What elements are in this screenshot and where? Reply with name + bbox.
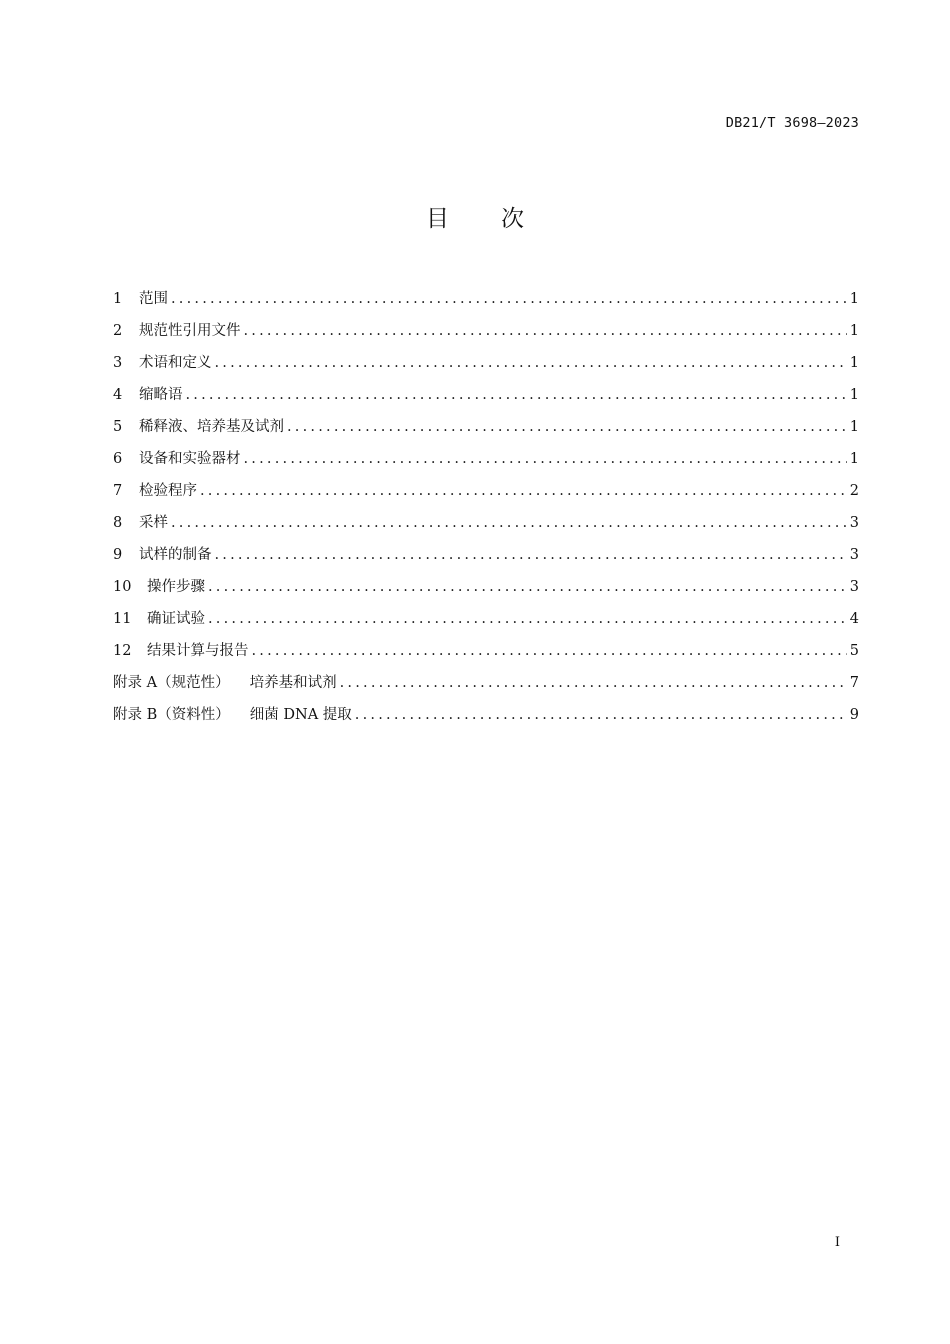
toc-entry-number: 11	[113, 611, 132, 627]
toc-entry-label: 设备和实验器材	[139, 451, 241, 467]
toc-leader-dots	[208, 607, 847, 631]
toc-appendix-a[interactable]	[113, 671, 859, 703]
toc-entry-page: 1	[849, 419, 859, 435]
toc-entry-2[interactable]	[113, 319, 859, 351]
toc-entry-9[interactable]	[113, 543, 859, 575]
toc-entry-label: 检验程序	[139, 483, 197, 499]
toc-entry-number: 7	[113, 483, 123, 499]
toc-entry-7[interactable]	[113, 479, 859, 511]
toc-entry-label: 试样的制备	[139, 547, 212, 563]
toc-entry-11[interactable]	[113, 607, 859, 639]
toc-entry-label: 结果计算与报告	[147, 643, 249, 659]
toc-entry-label: 采样	[139, 515, 168, 531]
toc-entry-8[interactable]	[113, 511, 859, 543]
toc-entry-label: 规范性引用文件	[139, 323, 241, 339]
toc-entry-number: 3	[113, 355, 123, 371]
toc-leader-dots	[186, 383, 847, 407]
toc-title-char-2: 次	[501, 206, 524, 232]
toc-appendix-page: 9	[849, 707, 859, 723]
toc-entry-5[interactable]	[113, 415, 859, 447]
toc-leader-dots	[287, 415, 847, 439]
toc-entry-label: 稀释液、培养基及试剂	[139, 419, 284, 435]
toc-entry-page: 5	[849, 643, 859, 659]
toc-entry-page: 1	[849, 451, 859, 467]
toc-entry-page: 1	[849, 291, 859, 307]
toc-appendix-prefix: 附录 A（规范性）	[113, 675, 230, 691]
toc-leader-dots	[171, 287, 847, 311]
toc-entry-number: 2	[113, 323, 123, 339]
toc-appendix-b[interactable]	[113, 703, 859, 735]
toc-leader-dots	[340, 671, 847, 695]
toc-leader-dots	[355, 703, 847, 727]
toc-entry-label: 缩略语	[139, 387, 183, 403]
toc-leader-dots	[244, 447, 847, 471]
toc-entry-label: 确证试验	[147, 611, 205, 627]
toc-entry-number: 8	[113, 515, 123, 531]
toc-appendix-page: 7	[849, 675, 859, 691]
toc-title	[0, 200, 950, 233]
toc-entry-12[interactable]	[113, 639, 859, 671]
toc-entry-label: 范围	[139, 291, 168, 307]
toc-entry-page: 1	[849, 323, 859, 339]
toc-leader-dots	[244, 319, 847, 343]
toc-entry-1[interactable]	[113, 287, 859, 319]
toc-leader-dots	[215, 543, 847, 567]
toc-entry-10[interactable]	[113, 575, 859, 607]
toc-entry-number: 10	[113, 579, 132, 595]
toc-entry-number: 6	[113, 451, 123, 467]
toc-list	[113, 287, 859, 735]
toc-entry-label: 术语和定义	[139, 355, 212, 371]
toc-appendix-prefix: 附录 B（资料性）	[113, 707, 230, 723]
toc-leader-dots	[208, 575, 847, 599]
toc-entry-4[interactable]	[113, 383, 859, 415]
toc-entry-page: 1	[849, 387, 859, 403]
toc-entry-number: 1	[113, 291, 123, 307]
toc-entry-page: 1	[849, 355, 859, 371]
toc-leader-dots	[200, 479, 847, 503]
toc-entry-page: 3	[849, 547, 859, 563]
document-code: DB21/T 3698—2023	[725, 115, 859, 131]
toc-entry-number: 12	[113, 643, 132, 659]
toc-appendix-label: 培养基和试剂	[249, 675, 337, 691]
toc-leader-dots	[171, 511, 847, 535]
toc-entry-page: 3	[849, 579, 859, 595]
toc-entry-page: 3	[849, 515, 859, 531]
toc-appendix-label: 细菌 DNA 提取	[249, 707, 352, 723]
page-number: I	[834, 1235, 840, 1250]
toc-entry-3[interactable]	[113, 351, 859, 383]
toc-entry-label: 操作步骤	[147, 579, 205, 595]
toc-leader-dots	[215, 351, 847, 375]
toc-entry-number: 4	[113, 387, 123, 403]
toc-entry-page: 2	[849, 483, 859, 499]
toc-entry-page: 4	[849, 611, 859, 627]
toc-entry-number: 5	[113, 419, 123, 435]
toc-title-char-1: 目	[426, 206, 449, 232]
toc-entry-6[interactable]	[113, 447, 859, 479]
toc-entry-number: 9	[113, 547, 123, 563]
toc-leader-dots	[252, 639, 847, 663]
